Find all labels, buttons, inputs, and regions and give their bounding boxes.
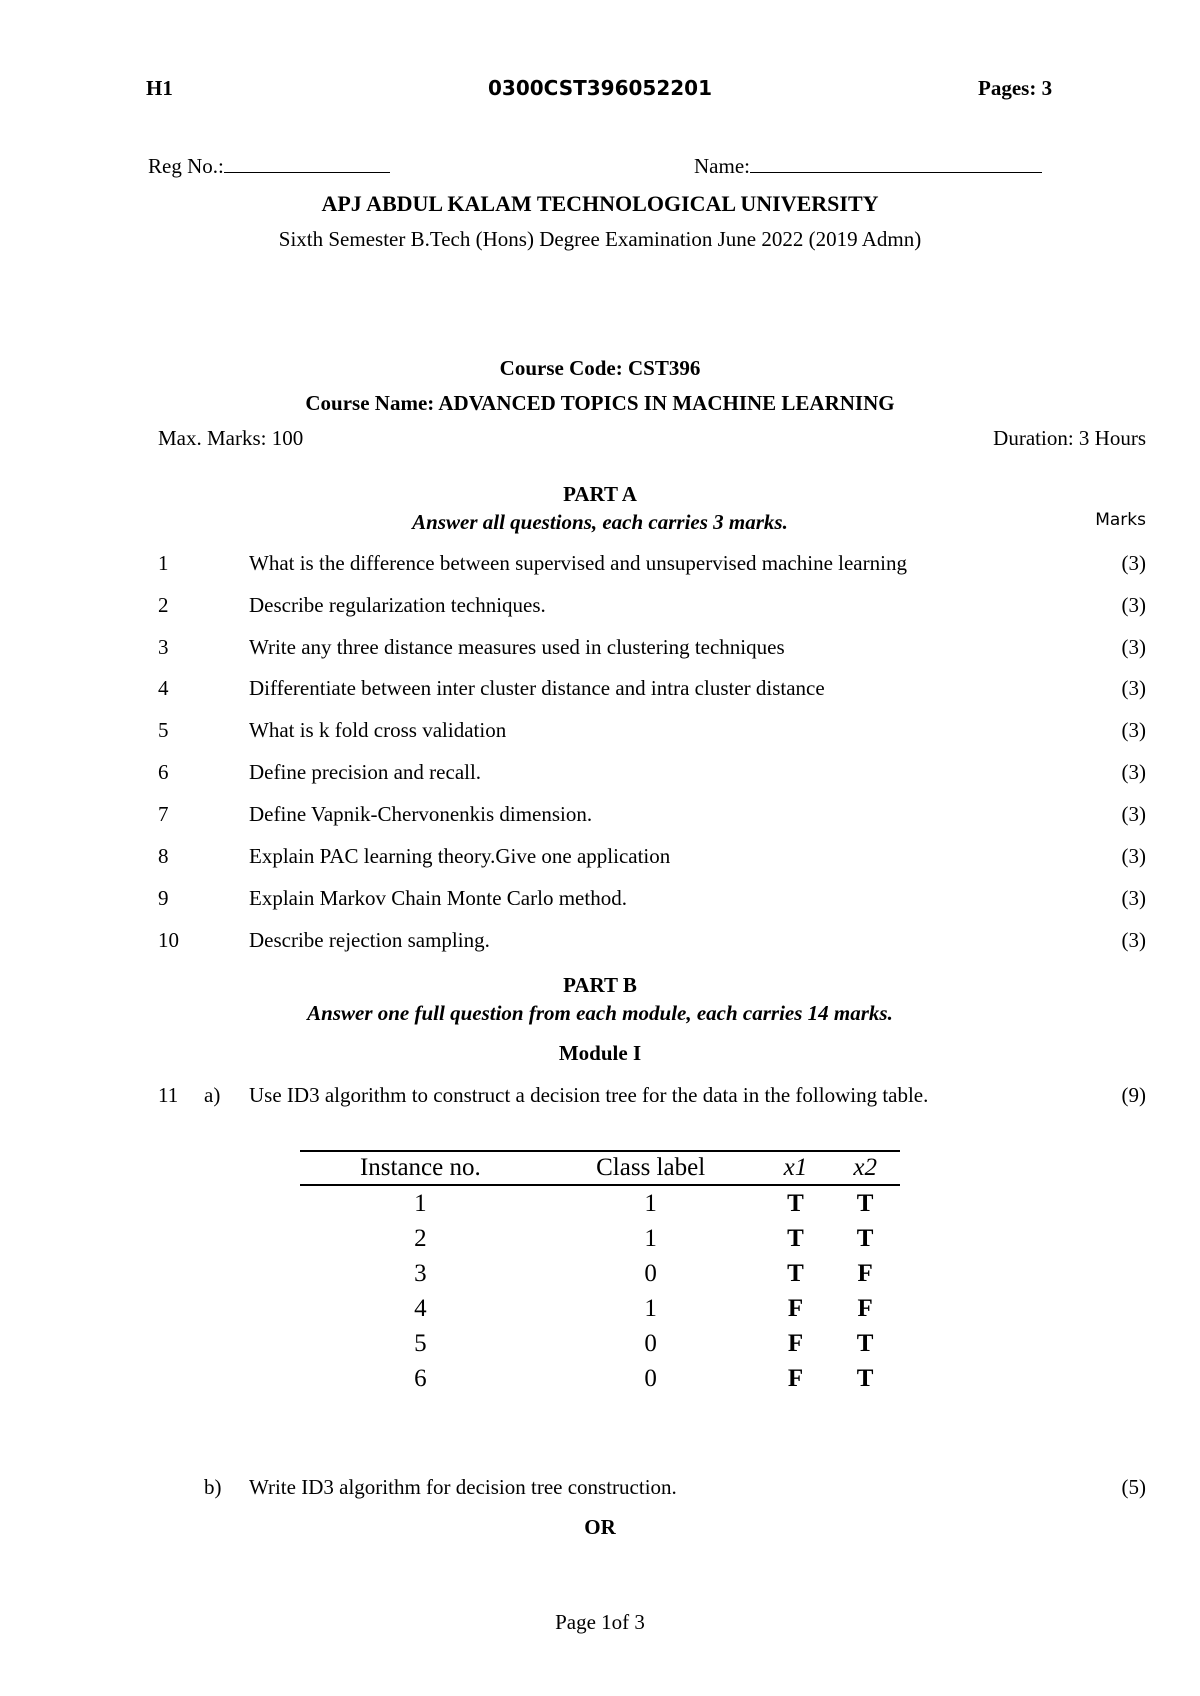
header-left-code: H1 bbox=[146, 76, 173, 100]
table-row bbox=[300, 1256, 900, 1291]
question-text: Write any three distance measures used in clustering techniques bbox=[249, 635, 785, 659]
question-number: 10 bbox=[158, 928, 179, 952]
question-number: 8 bbox=[158, 844, 169, 868]
question-text: Write ID3 algorithm for decision tree construction. bbox=[249, 1475, 677, 1499]
question-marks: (3) bbox=[1121, 886, 1146, 910]
cell-class: 0 bbox=[644, 1365, 657, 1392]
column-header-x2: x2 bbox=[830, 1151, 900, 1185]
cell-x1: F bbox=[787, 1295, 804, 1322]
question-number: 3 bbox=[158, 635, 169, 659]
question-row bbox=[0, 802, 1200, 832]
cell-class: 0 bbox=[644, 1260, 657, 1287]
cell-x1: T bbox=[787, 1190, 804, 1217]
part-a-title: PART A bbox=[563, 482, 637, 506]
question-row bbox=[0, 551, 1200, 581]
module-title: Module I bbox=[558, 1041, 642, 1065]
question-marks: (3) bbox=[1121, 718, 1146, 742]
paper-code: 0300CST396052201 bbox=[487, 76, 712, 100]
max-marks: Max. Marks: 100 bbox=[158, 426, 304, 450]
course-name: Course Name: ADVANCED TOPICS IN MACHINE LEARNING bbox=[305, 391, 895, 415]
question-text: Use ID3 algorithm to construct a decision tree for the data in the following table. bbox=[249, 1083, 929, 1107]
cell-class: 0 bbox=[644, 1330, 657, 1357]
reg-no-label: Reg No.: bbox=[148, 154, 224, 178]
question-marks: (9) bbox=[1121, 1083, 1146, 1107]
question-text: Differentiate between inter cluster distance and intra cluster distance bbox=[249, 676, 825, 700]
cell-instance: 5 bbox=[414, 1330, 427, 1357]
name-field bbox=[694, 154, 1042, 179]
cell-class: 1 bbox=[644, 1190, 657, 1217]
question-11b bbox=[0, 1475, 1200, 1505]
question-marks: (3) bbox=[1121, 676, 1146, 700]
reg-no-field bbox=[148, 154, 390, 179]
question-text: What is the difference between supervised and unsupervised machine learning bbox=[249, 551, 907, 575]
cell-instance: 6 bbox=[414, 1365, 427, 1392]
cell-instance: 4 bbox=[414, 1295, 427, 1322]
question-number: 1 bbox=[158, 551, 169, 575]
question-text: Define Vapnik-Chervonenkis dimension. bbox=[249, 802, 593, 826]
question-marks: (3) bbox=[1121, 551, 1146, 575]
subquestion-label: a) bbox=[204, 1083, 221, 1107]
question-marks: (3) bbox=[1121, 802, 1146, 826]
question-row bbox=[0, 844, 1200, 874]
question-text: Explain Markov Chain Monte Carlo method. bbox=[249, 886, 627, 910]
name-label: Name: bbox=[694, 154, 750, 178]
course-code: Course Code: CST396 bbox=[499, 356, 701, 380]
subquestion-label: b) bbox=[204, 1475, 222, 1499]
question-row bbox=[0, 760, 1200, 790]
cell-x1: F bbox=[787, 1330, 804, 1357]
question-text: Define precision and recall. bbox=[249, 760, 482, 784]
page-footer: Page 1of 3 bbox=[555, 1610, 645, 1634]
cell-x2: T bbox=[856, 1190, 874, 1217]
question-marks: (3) bbox=[1121, 844, 1146, 868]
table-row bbox=[300, 1291, 900, 1326]
question-number: 9 bbox=[158, 886, 169, 910]
cell-x2: F bbox=[857, 1260, 873, 1287]
or-divider: OR bbox=[584, 1515, 616, 1539]
question-number: 11 bbox=[158, 1083, 179, 1107]
question-text: Describe regularization techniques. bbox=[249, 593, 546, 617]
exam-title: Sixth Semester B.Tech (Hons) Degree Examination June 2022 (2019 Admn) bbox=[278, 227, 922, 251]
cell-instance: 2 bbox=[414, 1225, 427, 1252]
question-number: 5 bbox=[158, 718, 169, 742]
cell-x1: T bbox=[787, 1260, 804, 1287]
part-b-title: PART B bbox=[563, 973, 637, 997]
question-text: What is k fold cross validation bbox=[249, 718, 507, 742]
name-blank bbox=[750, 154, 1042, 173]
question-11a bbox=[0, 1083, 1200, 1113]
question-row bbox=[0, 635, 1200, 665]
cell-x1: T bbox=[787, 1225, 804, 1252]
table-header-row bbox=[300, 1151, 900, 1185]
cell-x2: T bbox=[856, 1365, 874, 1392]
part-b-instruction: Answer one full question from each module, each carries 14 marks. bbox=[307, 1001, 893, 1025]
question-text: Explain PAC learning theory.Give one application bbox=[249, 844, 671, 868]
table-row bbox=[300, 1326, 900, 1361]
duration: Duration: 3 Hours bbox=[993, 426, 1146, 450]
question-row bbox=[0, 886, 1200, 916]
question-number: 2 bbox=[158, 593, 169, 617]
marks-column-header: Marks bbox=[1095, 510, 1146, 530]
table-row bbox=[300, 1221, 900, 1256]
question-marks: (3) bbox=[1121, 760, 1146, 784]
question-marks: (3) bbox=[1121, 928, 1146, 952]
cell-instance: 1 bbox=[414, 1190, 427, 1217]
part-a-instruction: Answer all questions, each carries 3 marks. bbox=[412, 510, 788, 534]
table-row bbox=[300, 1185, 900, 1221]
question-number: 6 bbox=[158, 760, 169, 784]
question-marks: (5) bbox=[1121, 1475, 1146, 1499]
column-header-instance: Instance no. bbox=[300, 1151, 541, 1185]
question-row bbox=[0, 928, 1200, 958]
university-title: APJ ABDUL KALAM TECHNOLOGICAL UNIVERSITY bbox=[321, 191, 879, 216]
column-header-x1: x1 bbox=[761, 1151, 831, 1185]
column-header-class: Class label bbox=[541, 1151, 761, 1185]
cell-x2: T bbox=[856, 1330, 874, 1357]
question-row bbox=[0, 676, 1200, 706]
cell-class: 1 bbox=[644, 1225, 657, 1252]
question-number: 4 bbox=[158, 676, 169, 700]
cell-x2: T bbox=[856, 1225, 874, 1252]
question-text: Describe rejection sampling. bbox=[249, 928, 490, 952]
question-row bbox=[0, 593, 1200, 623]
cell-instance: 3 bbox=[414, 1260, 427, 1287]
question-row bbox=[0, 718, 1200, 748]
cell-x1: F bbox=[787, 1365, 804, 1392]
page-count: Pages: 3 bbox=[978, 76, 1053, 100]
table-row bbox=[300, 1361, 900, 1396]
cell-class: 1 bbox=[644, 1295, 657, 1322]
question-marks: (3) bbox=[1121, 635, 1146, 659]
id3-data-table bbox=[300, 1150, 900, 1396]
question-marks: (3) bbox=[1121, 593, 1146, 617]
question-number: 7 bbox=[158, 802, 169, 826]
cell-x2: F bbox=[857, 1295, 873, 1322]
reg-no-blank bbox=[224, 154, 390, 173]
